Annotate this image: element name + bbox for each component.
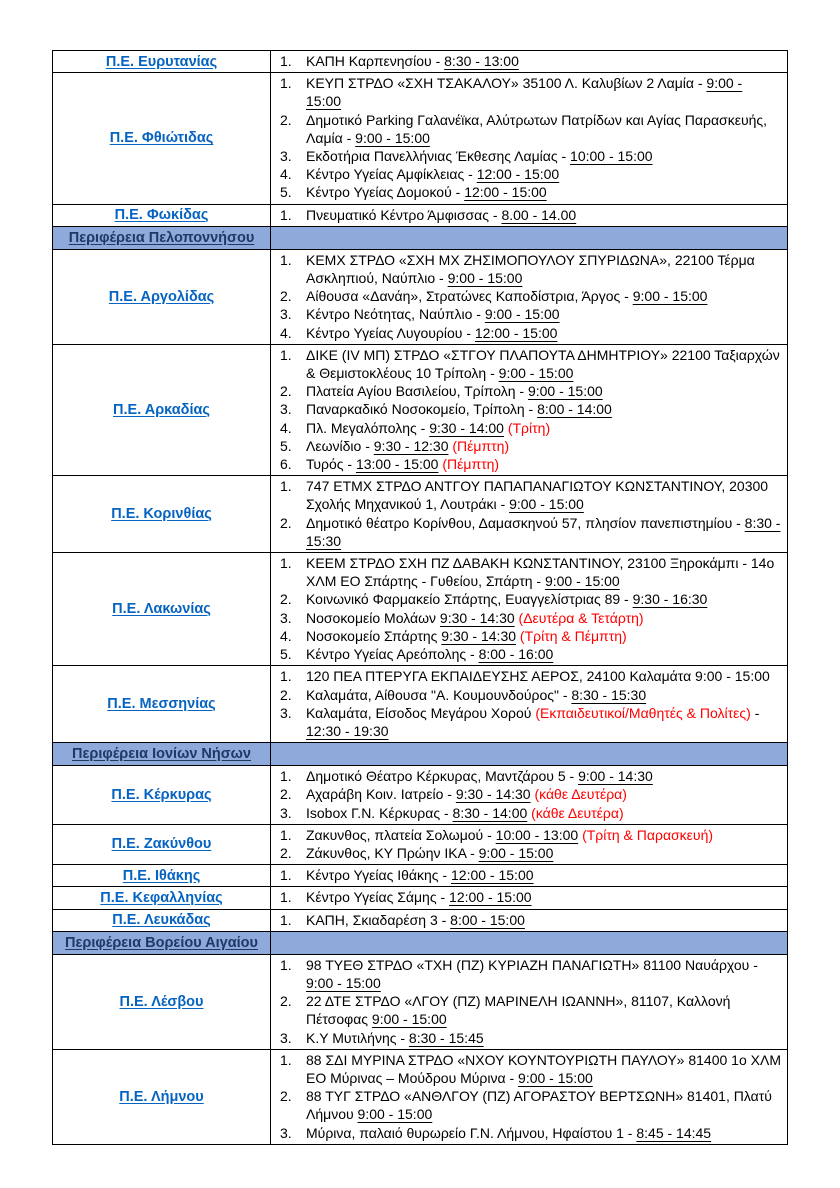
item-text <box>306 590 781 608</box>
day-note: (Πέμπτη) <box>452 437 510 454</box>
location-text: Μύρινα, παλαιό θυρωρείο Γ.Ν. Λήμνου, Ηφαίστου 1 - <box>306 1124 637 1141</box>
region-name-cell <box>53 824 271 864</box>
region-row <box>53 553 788 666</box>
section-title: Περιφέρεια Ιονίων Νήσων <box>72 746 251 763</box>
item-text <box>306 704 781 740</box>
location-item <box>280 866 781 884</box>
day-note: (κάθε Δευτέρα) <box>531 804 624 821</box>
location-text: Δημοτικό Parking Γαλανέϊκα, Αλύτρωτων Πατρίδων και Αγίας Παρασκευής, Λαμία - <box>306 111 768 146</box>
region-link[interactable]: Π.Ε. Κεφαλληνίας <box>100 889 223 906</box>
location-item <box>280 400 781 418</box>
location-text: Παναρκαδικό Νοσοκομείο, Τρίπολη - <box>306 401 538 418</box>
location-text: Καλαμάτα, Είσοδος Μεγάρου Χορού <box>306 704 536 721</box>
location-item <box>280 667 781 685</box>
time-range: 8:30 - 14:00 <box>452 804 528 821</box>
locations-cell <box>271 249 788 344</box>
locations-cell <box>271 51 788 73</box>
region-name-cell <box>53 51 271 73</box>
time-range: 10:00 - 13:00 <box>495 826 579 843</box>
item-text <box>306 382 781 400</box>
region-name-cell <box>53 666 271 743</box>
location-text: Ζάκυνθος, ΚΥ Πρώην ΙΚΑ - <box>306 844 479 861</box>
item-text <box>306 147 781 165</box>
locations-cell <box>271 553 788 666</box>
time-range: 9:30 - 12:30 <box>373 437 449 454</box>
location-text: Ζακυνθος, πλατεία Σολωμού - <box>306 826 496 843</box>
time-range: 9:00 - 15:00 <box>306 75 743 110</box>
location-text: Εκδοτήρια Πανελλήνιας Έκθεσης Λαμίας - <box>306 148 571 165</box>
item-text <box>306 400 781 418</box>
item-number: 1. <box>280 206 292 223</box>
item-number: 2. <box>280 1088 292 1105</box>
region-name-cell <box>53 249 271 344</box>
locations-cell <box>271 476 788 553</box>
locations-cell <box>271 766 788 825</box>
location-item <box>280 74 781 110</box>
time-range: 9:30 - 14:30 <box>441 627 517 644</box>
day-note: (Εκπαιδευτικοί/Μαθητές & Πολίτες) <box>535 704 751 721</box>
time-range: 8.00 - 14.00 <box>501 206 577 223</box>
location-item <box>280 455 781 473</box>
location-text: Κέντρο Υγείας Λυγουρίου - <box>306 324 475 341</box>
region-name-cell <box>53 344 271 475</box>
time-range: 8:00 - 16:00 <box>478 646 554 663</box>
locations-cell <box>271 954 788 1049</box>
location-item <box>280 704 781 740</box>
time-range: 8:45 - 14:45 <box>636 1124 712 1141</box>
location-item <box>280 52 781 70</box>
location-text: Αχαράβη Κοιν. Ιατρείο - <box>306 786 456 803</box>
time-range: 9:00 - 15:00 <box>509 496 584 513</box>
location-item <box>280 645 781 663</box>
section-header-cell <box>53 226 271 249</box>
item-text <box>306 251 781 287</box>
location-item <box>280 609 781 627</box>
locations-cell <box>271 824 788 864</box>
section-header-spacer-cell <box>271 743 788 766</box>
day-note: (Τρίτη) <box>507 419 551 436</box>
region-row <box>53 51 788 73</box>
region-row <box>53 865 788 887</box>
item-text <box>306 804 781 822</box>
time-range: 9:00 - 15:00 <box>355 129 430 146</box>
region-row <box>53 954 788 1049</box>
item-text <box>306 1087 781 1123</box>
location-item <box>280 554 781 590</box>
time-range: 9:00 - 15:00 <box>357 1106 433 1123</box>
location-item <box>280 956 781 992</box>
location-text: 120 ΠΕΑ ΠΤΕΡΥΓΑ ΕΚΠΑΙΔΕΥΣΗΣ ΑΕΡΟΣ, 24100 Καλαμάτα 9:00 - 15:00 <box>306 668 770 685</box>
region-name-cell <box>53 204 271 226</box>
location-item <box>280 183 781 201</box>
location-item <box>280 305 781 323</box>
item-text <box>306 346 781 382</box>
location-item <box>280 627 781 645</box>
section-header-spacer-cell <box>271 931 788 954</box>
time-range: 9:00 - 15:00 <box>484 306 560 323</box>
time-range: 12:00 - 15:00 <box>474 324 558 341</box>
location-item <box>280 477 781 513</box>
item-text <box>306 1124 781 1142</box>
location-item <box>280 147 781 165</box>
time-range: 9:00 - 14:30 <box>578 768 653 785</box>
region-row <box>53 666 788 743</box>
time-range: 12:00 - 15:00 <box>449 889 532 906</box>
item-text <box>306 1051 781 1087</box>
time-range: 9:00 - 15:00 <box>447 270 523 287</box>
section-title: Περιφέρεια Βορείου Αιγαίου <box>65 934 258 951</box>
item-number: 5. <box>280 646 292 663</box>
item-number: 1. <box>280 867 292 884</box>
region-name-cell <box>53 766 271 825</box>
region-link[interactable]: Π.Ε. Λήμνου <box>119 1088 204 1105</box>
item-number: 3. <box>280 1124 292 1141</box>
item-text <box>306 686 781 704</box>
time-range: 8:30 - 13:00 <box>444 53 519 69</box>
item-number: 4. <box>280 627 292 644</box>
item-text <box>306 206 781 224</box>
item-text <box>306 514 781 550</box>
locations-cell <box>271 666 788 743</box>
time-range: 8:00 - 15:00 <box>450 911 525 928</box>
day-note: (Πέμπτη) <box>442 456 500 473</box>
location-text: 747 ΕΤΜΧ ΣΤΡΔΟ ΑΝΤΓΟΥ ΠΑΠΑΠΑΝΑΓΙΩΤΟΥ ΚΩΝΣΤΑΝΤΙΝΟΥ, 20300 Σχολής Μηχανικού 1, Λουτράκι - <box>306 478 769 513</box>
location-item <box>280 165 781 183</box>
location-item <box>280 1051 781 1087</box>
item-text <box>306 627 781 645</box>
locations-cell <box>271 1049 788 1144</box>
item-number: 2. <box>280 514 292 531</box>
item-text <box>306 844 781 862</box>
location-item <box>280 514 781 550</box>
location-text: ΚΕΥΠ ΣΤΡΔΟ «ΣΧΗ ΤΣΑΚΑΛΟΥ» 35100 Λ. Καλυβίων 2 Λαμία - <box>306 75 707 92</box>
region-link[interactable]: Π.Ε. Αργολίδας <box>108 288 215 305</box>
time-range: 9:30 - 16:30 <box>632 591 708 608</box>
time-range: 9:00 - 15:00 <box>478 844 554 861</box>
item-text <box>306 609 781 627</box>
region-link[interactable]: Π.Ε. Ζακύνθου <box>111 836 212 853</box>
item-text <box>306 767 781 785</box>
region-name-cell <box>53 1049 271 1144</box>
region-row <box>53 824 788 864</box>
location-text: 88 ΤΥΓ ΣΤΡΔΟ «ΑΝΘΛΓΟΥ (ΠΖ) ΑΓΟΡΑΣΤΟΥ ΒΕΡΤΣΩΝΗ» 81401, Πλατύ Λήμνου <box>306 1088 772 1123</box>
item-text <box>306 183 781 201</box>
item-number: 1. <box>280 1051 292 1068</box>
region-link[interactable]: Π.Ε. Ευρυτανίας <box>105 53 218 70</box>
location-item <box>280 437 781 455</box>
item-number: 6. <box>280 456 292 473</box>
locations-cell <box>271 887 788 909</box>
location-text: Κοινωνικό Φαρμακείο Σπάρτης, Ευαγγελίστριας 89 - <box>306 591 633 608</box>
location-item <box>280 1087 781 1123</box>
time-range: 12:00 - 15:00 <box>464 184 547 201</box>
location-text: ΚΑΠΗ Καρπενησίου - <box>306 53 445 69</box>
location-item <box>280 911 781 929</box>
time-range: 9:00 - 15:00 <box>306 974 381 991</box>
time-range: 9:00 - 15:00 <box>518 1069 593 1086</box>
location-item <box>280 419 781 437</box>
section-header-row <box>53 743 788 766</box>
day-note: (Τρίτη & Πέμπτη) <box>519 627 627 644</box>
item-number: 1. <box>280 346 292 363</box>
item-number: 1. <box>280 555 292 572</box>
item-number: 2. <box>280 686 292 703</box>
location-item <box>280 767 781 785</box>
location-item <box>280 111 781 147</box>
location-item <box>280 1124 781 1142</box>
item-text <box>306 477 781 513</box>
region-row <box>53 344 788 475</box>
item-text <box>306 165 781 183</box>
location-text: Καλαμάτα, Αίθουσα "Α. Κουμουνδούρος" - <box>306 686 572 703</box>
item-number: 5. <box>280 184 292 201</box>
time-range: 9:00 - 15:00 <box>498 365 574 382</box>
region-link[interactable]: Π.Ε. Κορινθίας <box>111 506 212 523</box>
item-number: 1. <box>280 75 292 92</box>
location-text: 88 ΣΔΙ ΜΥΡΙΝΑ ΣΤΡΔΟ «ΝΧΟΥ ΚΟΥΝΤΟΥΡΙΩΤΗ ΠΑΥΛΟΥ» 81400 1ο ΧΛΜ ΕΟ Μύρινας – Μούδρου Μύρινα - <box>306 1051 781 1086</box>
location-text: Δημοτικό θέατρο Κορίνθου, Δαμασκηνού 57, πλησίον πανεπιστημίου - <box>306 514 745 531</box>
item-number: 4. <box>280 166 292 183</box>
item-text <box>306 74 781 110</box>
item-number: 3. <box>280 1029 292 1046</box>
location-item <box>280 1029 781 1047</box>
locations-cell <box>271 865 788 887</box>
location-text: ΚΕΜΧ ΣΤΡΔΟ «ΣΧΗ ΜΧ ΖΗΣΙΜΟΠΟΥΛΟΥ ΣΠΥΡΙΔΩΝΑ», 22100 Τέρμα Ασκληπιού, Ναύπλιο - <box>306 251 755 287</box>
item-text <box>306 785 781 803</box>
region-row <box>53 909 788 931</box>
item-text <box>306 992 781 1028</box>
day-note: (Τρίτη & Παρασκευή) <box>582 826 714 843</box>
item-number: 2. <box>280 288 292 305</box>
region-link[interactable]: Π.Ε. Φθιώτιδας <box>109 130 214 147</box>
location-text: Πνευματικό Κέντρο Άμφισσας - <box>306 206 502 223</box>
region-name-cell <box>53 909 271 931</box>
item-text <box>306 455 781 473</box>
item-number: 1. <box>280 911 292 928</box>
location-item <box>280 826 781 844</box>
item-number: 2. <box>280 591 292 608</box>
locations-cell <box>271 909 788 931</box>
item-text <box>306 305 781 323</box>
location-item <box>280 382 781 400</box>
section-title: Περιφέρεια Πελοποννήσου <box>68 229 255 246</box>
item-number: 1. <box>280 826 292 843</box>
time-range: 10:00 - 15:00 <box>570 148 653 165</box>
day-note: (κάθε Δευτέρα) <box>534 786 627 803</box>
location-text: Νοσοκομείο Σπάρτης <box>306 627 442 644</box>
location-text: ΔΙΚΕ (ΙV ΜΠ) ΣΤΡΔΟ «ΣΤΓΟΥ ΠΛΑΠΟΥΤΑ ΔΗΜΗΤΡΙΟΥ» 22100 Ταξιαρχών & Θεμιστοκλέους 10 Τρίπολη - <box>306 346 780 382</box>
item-number: 1. <box>280 53 292 69</box>
region-link[interactable]: Π.Ε. Μεσσηνίας <box>107 696 216 713</box>
item-text <box>306 645 781 663</box>
region-link[interactable]: Π.Ε. Ιθάκης <box>122 867 201 884</box>
time-range: 12:00 - 15:00 <box>451 867 534 884</box>
item-number: 1. <box>280 889 292 906</box>
time-range: 13:00 - 15:00 <box>355 456 439 473</box>
region-name-cell <box>53 476 271 553</box>
region-link[interactable]: Π.Ε. Λέσβου <box>119 993 204 1010</box>
item-number: 1. <box>280 478 292 495</box>
time-range: 9:30 - 14:30 <box>439 609 515 626</box>
location-item <box>280 206 781 224</box>
item-number: 3. <box>280 609 292 626</box>
location-text: Πλ. Μεγαλόπολης - <box>306 419 430 436</box>
item-number: 3. <box>280 804 292 821</box>
item-number: 4. <box>280 419 292 436</box>
time-range: 8:00 - 14:00 <box>537 401 612 418</box>
item-number: 3. <box>280 148 292 165</box>
time-range: 12:30 - 19:30 <box>306 722 389 739</box>
location-text: 22 ΔΤΕ ΣΤΡΔΟ «ΛΓΟΥ (ΠΖ) ΜΑΡΙΝΕΛΗ ΙΩΑΝΝΗ», 81107, Καλλονή Πέτσοφας <box>306 993 731 1028</box>
location-text: Κέντρο Υγείας Σάμης - <box>306 889 450 906</box>
item-text <box>306 911 781 929</box>
location-text: Isobox Γ.Ν. Κέρκυρας - <box>306 804 453 821</box>
location-item <box>280 888 781 906</box>
location-item <box>280 844 781 862</box>
item-text <box>306 888 781 906</box>
item-number: 4. <box>280 324 292 341</box>
region-row <box>53 887 788 909</box>
location-text: Τυρός - <box>306 456 356 473</box>
region-link[interactable]: Π.Ε. Λευκάδας <box>112 912 211 929</box>
item-number: 2. <box>280 111 292 128</box>
location-text: - <box>750 704 760 721</box>
schedule-table <box>52 50 788 1145</box>
item-text <box>306 111 781 147</box>
item-number: 1. <box>280 956 292 973</box>
locations-cell <box>271 204 788 226</box>
location-text: Κέντρο Υγείας Αμφίκλειας - <box>306 166 477 183</box>
item-number: 5. <box>280 437 292 454</box>
time-range: 12:00 - 15:00 <box>476 166 560 183</box>
location-item <box>280 785 781 803</box>
location-item <box>280 590 781 608</box>
item-text <box>306 956 781 992</box>
location-text: Νοσοκομείο Μολάων <box>306 609 440 626</box>
item-text <box>306 287 781 305</box>
location-item <box>280 324 781 342</box>
item-text <box>306 52 781 70</box>
location-text: Αίθουσα «Δανάη», Στρατώνες Καποδίστρια, Άργος - <box>306 288 633 305</box>
location-item <box>280 804 781 822</box>
day-note: (Δευτέρα & Τετάρτη) <box>518 609 644 626</box>
region-link[interactable]: Π.Ε. Φωκίδας <box>114 207 209 224</box>
item-text <box>306 826 781 844</box>
location-text: Δημοτικό Θέατρο Κέρκυρας, Μαντζάρου 5 - <box>306 768 579 785</box>
region-link[interactable]: Π.Ε. Λακωνίας <box>112 601 211 618</box>
item-number: 2. <box>280 383 292 400</box>
item-number: 1. <box>280 668 292 685</box>
region-name-cell <box>53 73 271 204</box>
region-row <box>53 476 788 553</box>
region-row <box>53 73 788 204</box>
region-row <box>53 249 788 344</box>
section-header-row <box>53 931 788 954</box>
location-text: 98 ΤΥΕΘ ΣΤΡΔΟ «ΤΧΗ (ΠΖ) ΚΥΡΙΑΖΗ ΠΑΝΑΓΙΩΤΗ» 81100 Ναυάρχου - <box>306 956 758 973</box>
section-header-cell <box>53 743 271 766</box>
location-text: Λεωνίδιο - <box>306 437 374 454</box>
region-link[interactable]: Π.Ε. Κέρκυρας <box>111 786 212 803</box>
time-range: 9:00 - 15:00 <box>544 573 620 590</box>
region-name-cell <box>53 954 271 1049</box>
region-name-cell <box>53 553 271 666</box>
locations-cell <box>271 73 788 204</box>
item-number: 1. <box>280 251 292 268</box>
location-item <box>280 287 781 305</box>
section-header-spacer-cell <box>271 226 788 249</box>
location-text: Κέντρο Υγείας Αρεόπολης - <box>306 646 479 663</box>
item-text <box>306 437 781 455</box>
location-text: ΚΑΠΗ, Σκιαδαρέση 3 - <box>306 911 451 928</box>
time-range: 9:00 - 15:00 <box>371 1011 447 1028</box>
location-text: Κ.Υ Μυτιλήνης - <box>306 1029 409 1046</box>
locations-cell <box>271 344 788 475</box>
section-header-row <box>53 226 788 249</box>
location-item <box>280 251 781 287</box>
location-text: ΚΕΕΜ ΣΤΡΔΟ ΣΧΗ ΠΖ ΔΑΒΑΚΗ ΚΩΝΣΤΑΝΤΙΝΟΥ, 23100 Ξηροκάμπι - 14ο ΧΛΜ ΕΟ Σπάρτης - Γυθείου, Σπάρτη - <box>306 555 775 590</box>
item-text <box>306 419 781 437</box>
schedule-table-body <box>53 51 788 1145</box>
item-number: 3. <box>280 704 292 721</box>
time-range: 9:00 - 15:00 <box>632 288 708 305</box>
region-link[interactable]: Π.Ε. Αρκαδίας <box>113 402 210 419</box>
section-header-cell <box>53 931 271 954</box>
item-text <box>306 324 781 342</box>
item-number: 1. <box>280 768 292 785</box>
region-name-cell <box>53 865 271 887</box>
location-text: Κέντρο Νεότητας, Ναύπλιο - <box>306 306 485 323</box>
item-number: 2. <box>280 844 292 861</box>
item-text <box>306 866 781 884</box>
region-name-cell <box>53 887 271 909</box>
item-text <box>306 1029 781 1047</box>
region-row <box>53 204 788 226</box>
time-range: 8:30 - 15:30 <box>571 686 647 703</box>
item-text <box>306 667 781 685</box>
time-range: 9:30 - 14:00 <box>429 419 504 436</box>
region-row <box>53 1049 788 1144</box>
location-item <box>280 346 781 382</box>
item-number: 2. <box>280 993 292 1010</box>
item-number: 3. <box>280 306 292 323</box>
time-range: 9:00 - 15:00 <box>527 383 603 400</box>
location-text: Πλατεία Αγίου Βασιλείου, Τρίπολη - <box>306 383 528 400</box>
item-number: 3. <box>280 401 292 418</box>
time-range: 8:30 - 15:45 <box>408 1029 484 1046</box>
item-number: 2. <box>280 786 292 803</box>
time-range: 9:30 - 14:30 <box>455 786 531 803</box>
location-item <box>280 992 781 1028</box>
item-text <box>306 554 781 590</box>
time-range: 8:30 - 15:30 <box>306 514 781 549</box>
location-item <box>280 686 781 704</box>
location-text: Κέντρο Υγείας Δομοκού - <box>306 184 465 201</box>
location-text: Κέντρο Υγείας Ιθάκης - <box>306 867 451 884</box>
region-row <box>53 766 788 825</box>
